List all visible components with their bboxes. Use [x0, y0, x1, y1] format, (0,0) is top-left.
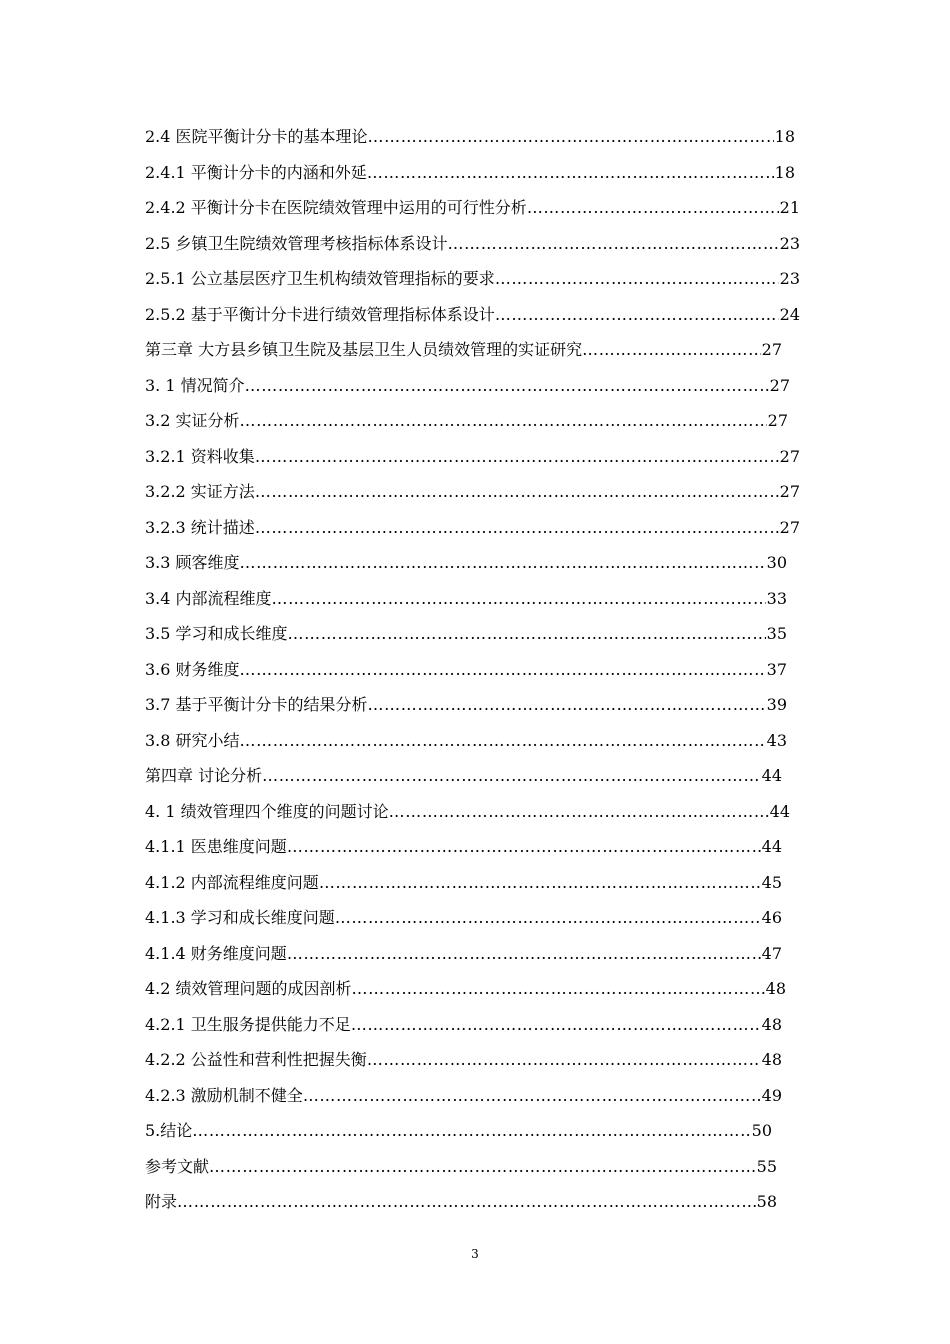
dot-leader — [351, 1007, 761, 1043]
toc-entry-title: 3.3 顾客维度 — [145, 553, 240, 572]
toc-entry-page: 27 — [769, 375, 790, 395]
toc-entry-title: 4.1.3 学习和成长维度问题 — [145, 908, 335, 927]
dot-leader — [287, 936, 761, 972]
toc-entry[interactable] — [145, 119, 795, 155]
toc-entry[interactable] — [145, 226, 800, 262]
toc-entry[interactable] — [145, 190, 800, 226]
dot-leader — [262, 758, 761, 794]
table-of-contents — [145, 119, 805, 1220]
toc-entry[interactable] — [145, 971, 786, 1007]
dot-leader — [367, 155, 774, 191]
toc-entry-page: 30 — [766, 553, 787, 572]
toc-entry-title: 3.8 研究小结 — [145, 730, 240, 750]
dot-leader — [303, 1078, 761, 1114]
dot-leader — [527, 190, 779, 226]
toc-entry[interactable] — [145, 616, 787, 652]
toc-entry-title: 3.5 学习和成长维度 — [145, 624, 288, 643]
dot-leader — [245, 368, 769, 404]
toc-entry[interactable] — [145, 297, 800, 333]
toc-entry-title: 2.4 医院平衡计分卡的基本理论 — [145, 127, 368, 146]
toc-entry[interactable] — [145, 758, 782, 794]
toc-entry[interactable] — [145, 687, 787, 723]
toc-entry[interactable] — [145, 1149, 777, 1185]
toc-entry-page: 55 — [756, 1156, 777, 1176]
dot-leader — [495, 261, 779, 297]
toc-entry[interactable] — [145, 652, 787, 688]
toc-entry-title: 4. 1 绩效管理四个维度的问题讨论 — [145, 801, 389, 821]
dot-leader — [288, 616, 766, 652]
toc-entry[interactable] — [145, 332, 782, 368]
toc-entry-title: 3.7 基于平衡计分卡的结果分析 — [145, 695, 368, 714]
dot-leader — [177, 1184, 756, 1220]
toc-entry-title: 4.2.2 公益性和营利性把握失衡 — [145, 1050, 367, 1069]
dot-leader — [582, 332, 761, 368]
dot-leader — [287, 829, 761, 865]
toc-entry[interactable] — [145, 155, 795, 191]
dot-leader — [368, 119, 774, 155]
toc-entry-page: 27 — [761, 340, 782, 359]
dot-leader — [240, 652, 766, 688]
toc-entry-page: 21 — [779, 198, 800, 217]
dot-leader — [448, 226, 779, 262]
toc-entry-page: 44 — [761, 837, 782, 856]
toc-entry-page: 43 — [766, 730, 787, 750]
toc-entry[interactable] — [145, 545, 787, 581]
dot-leader — [240, 723, 766, 759]
dot-leader — [352, 971, 765, 1007]
toc-entry-title: 4.2.1 卫生服务提供能力不足 — [145, 1014, 351, 1034]
toc-entry-title: 4.1.2 内部流程维度问题 — [145, 872, 319, 892]
toc-entry-page: 45 — [761, 872, 782, 892]
toc-entry-page: 27 — [779, 517, 800, 537]
toc-entry-title: 3.2.1 资料收集 — [145, 446, 255, 466]
toc-entry-page: 47 — [761, 943, 782, 963]
dot-leader — [255, 439, 779, 475]
dot-leader — [240, 545, 766, 581]
toc-entry[interactable] — [145, 1184, 777, 1220]
dot-leader — [192, 1113, 750, 1149]
toc-entry[interactable] — [145, 510, 800, 546]
toc-entry-page: 18 — [774, 127, 795, 146]
toc-entry-page: 27 — [779, 446, 800, 466]
toc-entry-title: 3.2 实证分析 — [145, 411, 240, 430]
toc-entry-page: 23 — [779, 233, 800, 253]
toc-entry[interactable] — [145, 865, 782, 901]
dot-leader — [368, 687, 766, 723]
toc-entry[interactable] — [145, 900, 782, 936]
toc-entry-page: 46 — [761, 908, 782, 927]
toc-entry-title: 4.2.3 激励机制不健全 — [145, 1085, 303, 1105]
toc-entry-page: 39 — [766, 695, 787, 714]
dot-leader — [272, 581, 766, 617]
toc-entry-title: 参考文献 — [145, 1156, 210, 1176]
dot-leader — [335, 900, 761, 936]
toc-entry-page: 35 — [766, 624, 787, 643]
toc-entry-page: 44 — [761, 766, 782, 785]
toc-entry-title: 2.5.1 公立基层医疗卫生机构绩效管理指标的要求 — [145, 269, 495, 288]
toc-entry[interactable] — [145, 1007, 782, 1043]
toc-entry-title: 3.6 财务维度 — [145, 659, 240, 679]
toc-entry[interactable] — [145, 261, 800, 297]
toc-entry-page: 58 — [756, 1192, 777, 1211]
toc-entry[interactable] — [145, 1078, 782, 1114]
toc-entry-title: 3.2.3 统计描述 — [145, 517, 255, 537]
toc-entry-title: 4.1.1 医患维度问题 — [145, 837, 287, 856]
toc-entry[interactable] — [145, 474, 800, 510]
toc-entry[interactable] — [145, 936, 782, 972]
dot-leader — [255, 474, 779, 510]
dot-leader — [240, 403, 767, 439]
toc-entry[interactable] — [145, 1042, 782, 1078]
toc-entry-title: 第四章 讨论分析 — [145, 766, 263, 785]
toc-entry-page: 27 — [767, 411, 788, 430]
toc-entry-title: 4.1.4 财务维度问题 — [145, 943, 287, 963]
toc-entry-title: 2.5 乡镇卫生院绩效管理考核指标体系设计 — [145, 233, 448, 253]
toc-entry[interactable] — [145, 368, 790, 404]
toc-entry-title: 2.4.1 平衡计分卡的内涵和外延 — [145, 162, 367, 182]
toc-entry-page: 18 — [774, 162, 795, 182]
toc-entry[interactable] — [145, 794, 790, 830]
toc-entry[interactable] — [145, 581, 787, 617]
toc-entry[interactable] — [145, 1113, 772, 1149]
toc-entry-page: 33 — [766, 588, 787, 608]
page-number: 3 — [471, 1247, 479, 1261]
toc-entry[interactable] — [145, 403, 788, 439]
toc-entry-page: 44 — [769, 801, 790, 821]
toc-entry-page: 48 — [761, 1050, 782, 1069]
toc-entry-title: 附录 — [145, 1192, 178, 1211]
toc-entry-page: 48 — [761, 1014, 782, 1034]
dot-leader — [389, 794, 769, 830]
toc-entry-title: 2.5.2 基于平衡计分卡进行绩效管理指标体系设计 — [145, 304, 495, 324]
dot-leader — [495, 297, 779, 333]
toc-entry-page: 48 — [765, 979, 786, 998]
toc-entry-title: 3. 1 情况简介 — [145, 375, 245, 395]
toc-entry[interactable] — [145, 829, 782, 865]
dot-leader — [209, 1149, 756, 1185]
toc-entry-title: 2.4.2 平衡计分卡在医院绩效管理中运用的可行性分析 — [145, 198, 527, 217]
toc-entry-page: 49 — [761, 1085, 782, 1105]
toc-entry-title: 5.结论 — [145, 1121, 193, 1140]
dot-leader — [319, 865, 761, 901]
toc-entry-page: 37 — [766, 659, 787, 679]
toc-entry-page: 27 — [779, 482, 800, 501]
dot-leader — [367, 1042, 761, 1078]
toc-entry-page: 24 — [779, 304, 800, 324]
toc-entry-title: 3.2.2 实证方法 — [145, 482, 255, 501]
toc-entry-title: 3.4 内部流程维度 — [145, 588, 272, 608]
dot-leader — [255, 510, 779, 546]
toc-entry-page: 23 — [779, 269, 800, 288]
toc-entry-title: 第三章 大方县乡镇卫生院及基层卫生人员绩效管理的实证研究 — [145, 340, 583, 359]
toc-entry-page: 50 — [751, 1121, 772, 1140]
toc-entry[interactable] — [145, 439, 800, 475]
toc-entry-title: 4.2 绩效管理问题的成因剖析 — [145, 979, 352, 998]
toc-entry[interactable] — [145, 723, 787, 759]
